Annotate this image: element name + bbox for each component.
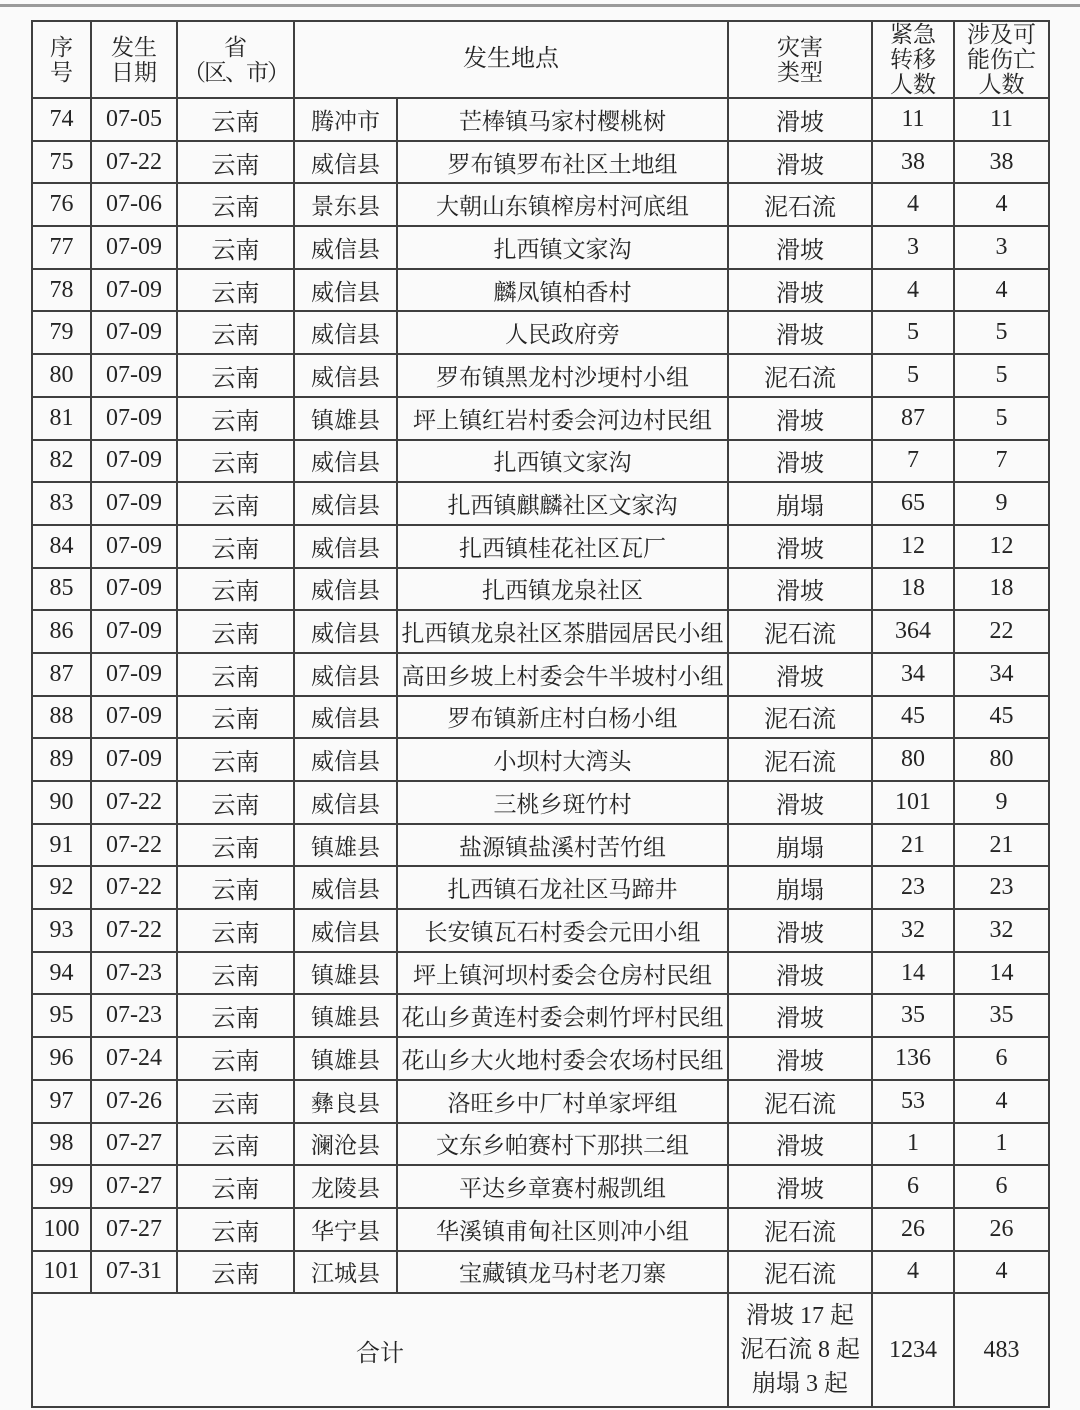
cell-type: 泥石流 [728, 1080, 872, 1123]
cell-casualties: 35 [954, 994, 1049, 1037]
cell-no: 101 [32, 1251, 91, 1294]
table-row [32, 1080, 1049, 1123]
cell-type: 滑坡 [728, 1037, 872, 1080]
cell-casualties: 18 [954, 568, 1049, 611]
cell-date: 07-09 [91, 311, 177, 354]
cell-province: 云南 [177, 738, 294, 781]
cell-date: 07-27 [91, 1123, 177, 1166]
cell-type: 滑坡 [728, 909, 872, 952]
cell-no: 81 [32, 397, 91, 440]
cell-type: 滑坡 [728, 98, 872, 141]
cell-type: 滑坡 [728, 653, 872, 696]
cell-transferred: 32 [872, 909, 954, 952]
table-row [32, 1165, 1049, 1208]
cell-province: 云南 [177, 610, 294, 653]
cell-transferred: 11 [872, 98, 954, 141]
cell-casualties: 23 [954, 866, 1049, 909]
cell-transferred: 4 [872, 269, 954, 312]
table-row [32, 440, 1049, 483]
cell-no: 94 [32, 952, 91, 995]
table-row [32, 525, 1049, 568]
cell-no: 79 [32, 311, 91, 354]
cell-casualties: 22 [954, 610, 1049, 653]
header-row [32, 21, 1049, 98]
cell-county: 威信县 [294, 440, 397, 483]
cell-transferred: 34 [872, 653, 954, 696]
cell-no: 91 [32, 824, 91, 867]
cell-type: 滑坡 [728, 1165, 872, 1208]
cell-county: 威信县 [294, 311, 397, 354]
cell-location: 文东乡帕赛村下那拱二组 [397, 1123, 728, 1166]
cell-date: 07-22 [91, 141, 177, 184]
table-row [32, 98, 1049, 141]
cell-province: 云南 [177, 1037, 294, 1080]
cell-transferred: 35 [872, 994, 954, 1037]
header-line: 灾害 [777, 34, 823, 60]
cell-type: 泥石流 [728, 1251, 872, 1294]
cell-date: 07-27 [91, 1165, 177, 1208]
cell-transferred: 80 [872, 738, 954, 781]
cell-type: 滑坡 [728, 781, 872, 824]
cell-county: 镇雄县 [294, 952, 397, 995]
cell-province: 云南 [177, 568, 294, 611]
cell-no: 88 [32, 696, 91, 739]
cell-casualties: 32 [954, 909, 1049, 952]
cell-transferred: 18 [872, 568, 954, 611]
cell-county: 威信县 [294, 269, 397, 312]
cell-province: 云南 [177, 824, 294, 867]
cell-type: 滑坡 [728, 1123, 872, 1166]
header-line: 发生 [111, 34, 157, 60]
cell-casualties: 38 [954, 141, 1049, 184]
table-row [32, 653, 1049, 696]
cell-county: 镇雄县 [294, 824, 397, 867]
cell-date: 07-09 [91, 482, 177, 525]
cell-no: 89 [32, 738, 91, 781]
cell-no: 74 [32, 98, 91, 141]
total-casualties-cell: 483 [954, 1293, 1049, 1407]
cell-date: 07-06 [91, 183, 177, 226]
cell-province: 云南 [177, 781, 294, 824]
cell-date: 07-22 [91, 866, 177, 909]
cell-county: 威信县 [294, 781, 397, 824]
header-line: 省 [224, 34, 247, 60]
cell-no: 78 [32, 269, 91, 312]
table-row [32, 610, 1049, 653]
table-row [32, 1037, 1049, 1080]
cell-county: 镇雄县 [294, 1037, 397, 1080]
cell-casualties: 11 [954, 98, 1049, 141]
cell-no: 83 [32, 482, 91, 525]
table-footer [32, 1293, 1049, 1407]
cell-casualties: 9 [954, 482, 1049, 525]
cell-transferred: 5 [872, 354, 954, 397]
table-body [32, 98, 1049, 1293]
cell-county: 威信县 [294, 653, 397, 696]
cell-location: 罗布镇黑龙村沙埂村小组 [397, 354, 728, 397]
cell-casualties: 9 [954, 781, 1049, 824]
cell-no: 98 [32, 1123, 91, 1166]
cell-transferred: 87 [872, 397, 954, 440]
cell-county: 腾冲市 [294, 98, 397, 141]
cell-no: 92 [32, 866, 91, 909]
total-transferred-cell: 1234 [872, 1293, 954, 1407]
cell-location: 坪上镇红岩村委会河边村民组 [397, 397, 728, 440]
cell-province: 云南 [177, 354, 294, 397]
cell-casualties: 21 [954, 824, 1049, 867]
cell-county: 威信县 [294, 909, 397, 952]
cell-casualties: 5 [954, 311, 1049, 354]
cell-location: 麟凤镇柏香村 [397, 269, 728, 312]
cell-county: 威信县 [294, 226, 397, 269]
cell-county: 威信县 [294, 525, 397, 568]
cell-province: 云南 [177, 952, 294, 995]
cell-type: 泥石流 [728, 610, 872, 653]
cell-no: 82 [32, 440, 91, 483]
disaster-table [31, 20, 1050, 1408]
cell-casualties: 14 [954, 952, 1049, 995]
cell-province: 云南 [177, 1251, 294, 1294]
cell-date: 07-09 [91, 269, 177, 312]
cell-type: 崩塌 [728, 866, 872, 909]
cell-date: 07-09 [91, 440, 177, 483]
cell-location: 洛旺乡中厂村单家坪组 [397, 1080, 728, 1123]
table-row [32, 738, 1049, 781]
total-label-cell: 合计 [32, 1293, 728, 1407]
cell-county: 景东县 [294, 183, 397, 226]
cell-location: 宝藏镇龙马村老刀寨 [397, 1251, 728, 1294]
cell-no: 80 [32, 354, 91, 397]
table-row [32, 909, 1049, 952]
cell-type: 泥石流 [728, 696, 872, 739]
cell-province: 云南 [177, 311, 294, 354]
cell-type: 滑坡 [728, 311, 872, 354]
cell-location: 芒棒镇马家村樱桃树 [397, 98, 728, 141]
cell-province: 云南 [177, 226, 294, 269]
cell-location: 三桃乡斑竹村 [397, 781, 728, 824]
header-line: 序 [50, 34, 73, 60]
cell-casualties: 6 [954, 1037, 1049, 1080]
cell-date: 07-09 [91, 568, 177, 611]
cell-no: 76 [32, 183, 91, 226]
cell-type: 泥石流 [728, 738, 872, 781]
cell-date: 07-09 [91, 525, 177, 568]
cell-date: 07-22 [91, 824, 177, 867]
header-line: 转移 [890, 47, 936, 72]
cell-county: 威信县 [294, 696, 397, 739]
cell-location: 坪上镇河坝村委会仓房村民组 [397, 952, 728, 995]
cell-type: 滑坡 [728, 568, 872, 611]
cell-location: 长安镇瓦石村委会元田小组 [397, 909, 728, 952]
header-province [177, 21, 294, 98]
cell-transferred: 26 [872, 1208, 954, 1251]
header-line: 涉及可 [967, 22, 1036, 47]
cell-province: 云南 [177, 1080, 294, 1123]
cell-transferred: 45 [872, 696, 954, 739]
cell-province: 云南 [177, 1123, 294, 1166]
cell-date: 07-09 [91, 397, 177, 440]
cell-date: 07-09 [91, 696, 177, 739]
cell-transferred: 364 [872, 610, 954, 653]
cell-no: 93 [32, 909, 91, 952]
table-row [32, 866, 1049, 909]
cell-type: 滑坡 [728, 141, 872, 184]
cell-no: 100 [32, 1208, 91, 1251]
cell-transferred: 101 [872, 781, 954, 824]
cell-province: 云南 [177, 141, 294, 184]
table-row [32, 141, 1049, 184]
table-row [32, 824, 1049, 867]
cell-county: 镇雄县 [294, 397, 397, 440]
header-line: 紧急 [890, 22, 936, 47]
cell-province: 云南 [177, 440, 294, 483]
cell-no: 97 [32, 1080, 91, 1123]
cell-type: 泥石流 [728, 1208, 872, 1251]
cell-transferred: 6 [872, 1165, 954, 1208]
table-row [32, 952, 1049, 995]
cell-type: 滑坡 [728, 525, 872, 568]
cell-casualties: 45 [954, 696, 1049, 739]
cell-date: 07-09 [91, 354, 177, 397]
cell-transferred: 53 [872, 1080, 954, 1123]
cell-type: 滑坡 [728, 952, 872, 995]
cell-date: 07-23 [91, 994, 177, 1037]
table-row [32, 482, 1049, 525]
header-serial-number [32, 21, 91, 98]
cell-transferred: 14 [872, 952, 954, 995]
cell-location: 盐源镇盐溪村苦竹组 [397, 824, 728, 867]
cell-type: 滑坡 [728, 226, 872, 269]
cell-transferred: 1 [872, 1123, 954, 1166]
cell-casualties: 26 [954, 1208, 1049, 1251]
cell-county: 彝良县 [294, 1080, 397, 1123]
cell-no: 77 [32, 226, 91, 269]
cell-province: 云南 [177, 98, 294, 141]
cell-casualties: 7 [954, 440, 1049, 483]
cell-type: 泥石流 [728, 354, 872, 397]
header-line: 日期 [111, 59, 157, 85]
table-row [32, 696, 1049, 739]
cell-location: 扎西镇麒麟社区文家沟 [397, 482, 728, 525]
table-row [32, 311, 1049, 354]
cell-province: 云南 [177, 994, 294, 1037]
cell-type: 滑坡 [728, 397, 872, 440]
cell-no: 96 [32, 1037, 91, 1080]
cell-location: 扎西镇桂花社区瓦厂 [397, 525, 728, 568]
cell-location: 花山乡黄连村委会刺竹坪村民组 [397, 994, 728, 1037]
cell-no: 90 [32, 781, 91, 824]
cell-province: 云南 [177, 482, 294, 525]
header-line: 发生地点 [463, 46, 559, 72]
cell-no: 75 [32, 141, 91, 184]
cell-casualties: 3 [954, 226, 1049, 269]
cell-county: 威信县 [294, 354, 397, 397]
cell-county: 威信县 [294, 568, 397, 611]
cell-county: 威信县 [294, 141, 397, 184]
cell-type: 滑坡 [728, 269, 872, 312]
table-row [32, 226, 1049, 269]
cell-location: 高田乡坡上村委会牛半坡村小组 [397, 653, 728, 696]
cell-no: 86 [32, 610, 91, 653]
cell-casualties: 12 [954, 525, 1049, 568]
header-line: （区、市） [183, 59, 288, 85]
summary-line: 崩塌 3 起 [752, 1371, 848, 1398]
cell-date: 07-22 [91, 781, 177, 824]
cell-location: 罗布镇罗布社区土地组 [397, 141, 728, 184]
cropped-top-rule [0, 4, 1080, 7]
cell-casualties: 4 [954, 1251, 1049, 1294]
header-line: 人数 [890, 72, 936, 97]
cell-type: 崩塌 [728, 824, 872, 867]
total-type-summary-cell [728, 1293, 872, 1407]
cell-province: 云南 [177, 397, 294, 440]
cell-province: 云南 [177, 183, 294, 226]
table-row [32, 397, 1049, 440]
cell-transferred: 65 [872, 482, 954, 525]
cell-location: 扎西镇龙泉社区 [397, 568, 728, 611]
cell-county: 威信县 [294, 866, 397, 909]
cell-location: 扎西镇龙泉社区茶腊园居民小组 [397, 610, 728, 653]
cell-type: 崩塌 [728, 482, 872, 525]
cell-no: 95 [32, 994, 91, 1037]
cell-casualties: 4 [954, 183, 1049, 226]
cell-location: 扎西镇文家沟 [397, 226, 728, 269]
table-row [32, 269, 1049, 312]
cell-date: 07-09 [91, 738, 177, 781]
header-location [294, 21, 728, 98]
table-row [32, 354, 1049, 397]
cell-county: 华宁县 [294, 1208, 397, 1251]
cell-transferred: 4 [872, 183, 954, 226]
cell-location: 罗布镇新庄村白杨小组 [397, 696, 728, 739]
total-row [32, 1293, 1049, 1407]
cell-county: 威信县 [294, 482, 397, 525]
table-row [32, 1251, 1049, 1294]
cell-date: 07-05 [91, 98, 177, 141]
header-date [91, 21, 177, 98]
table-row [32, 1208, 1049, 1251]
cell-transferred: 38 [872, 141, 954, 184]
cell-province: 云南 [177, 653, 294, 696]
cell-casualties: 4 [954, 1080, 1049, 1123]
cell-no: 99 [32, 1165, 91, 1208]
header-line: 类型 [777, 59, 823, 85]
cell-date: 07-09 [91, 653, 177, 696]
header-casualties [954, 21, 1049, 98]
cell-county: 龙陵县 [294, 1165, 397, 1208]
cell-province: 云南 [177, 909, 294, 952]
table-row [32, 781, 1049, 824]
cell-transferred: 7 [872, 440, 954, 483]
cell-casualties: 34 [954, 653, 1049, 696]
cell-date: 07-23 [91, 952, 177, 995]
header-transferred [872, 21, 954, 98]
cell-date: 07-09 [91, 610, 177, 653]
cell-county: 江城县 [294, 1251, 397, 1294]
header-line: 能伤亡 [967, 47, 1036, 72]
cell-type: 泥石流 [728, 183, 872, 226]
cell-county: 威信县 [294, 738, 397, 781]
cell-casualties: 1 [954, 1123, 1049, 1166]
cell-transferred: 5 [872, 311, 954, 354]
cell-date: 07-22 [91, 909, 177, 952]
table-row [32, 568, 1049, 611]
cell-province: 云南 [177, 269, 294, 312]
cell-no: 85 [32, 568, 91, 611]
cell-location: 小坝村大湾头 [397, 738, 728, 781]
cell-province: 云南 [177, 866, 294, 909]
cell-casualties: 5 [954, 354, 1049, 397]
cell-location: 扎西镇文家沟 [397, 440, 728, 483]
cell-county: 澜沧县 [294, 1123, 397, 1166]
cell-date: 07-26 [91, 1080, 177, 1123]
summary-line: 滑坡 17 起 [746, 1303, 854, 1330]
cell-province: 云南 [177, 696, 294, 739]
cell-casualties: 80 [954, 738, 1049, 781]
cell-transferred: 21 [872, 824, 954, 867]
cell-no: 87 [32, 653, 91, 696]
cell-date: 07-09 [91, 226, 177, 269]
cell-county: 威信县 [294, 610, 397, 653]
cell-transferred: 136 [872, 1037, 954, 1080]
cell-date: 07-24 [91, 1037, 177, 1080]
table-row [32, 1123, 1049, 1166]
cell-type: 滑坡 [728, 440, 872, 483]
cell-location: 花山乡大火地村委会农场村民组 [397, 1037, 728, 1080]
cell-location: 人民政府旁 [397, 311, 728, 354]
table-row [32, 994, 1049, 1037]
cell-date: 07-31 [91, 1251, 177, 1294]
cell-province: 云南 [177, 525, 294, 568]
cell-province: 云南 [177, 1165, 294, 1208]
header-line: 号 [50, 59, 73, 85]
table-header [32, 21, 1049, 98]
cell-county: 镇雄县 [294, 994, 397, 1037]
summary-line: 泥石流 8 起 [740, 1337, 860, 1364]
cell-transferred: 23 [872, 866, 954, 909]
cell-location: 大朝山东镇榨房村河底组 [397, 183, 728, 226]
cell-no: 84 [32, 525, 91, 568]
cell-casualties: 5 [954, 397, 1049, 440]
header-disaster-type [728, 21, 872, 98]
cell-casualties: 6 [954, 1165, 1049, 1208]
cell-transferred: 4 [872, 1251, 954, 1294]
cell-transferred: 3 [872, 226, 954, 269]
cell-location: 华溪镇甫甸社区则冲小组 [397, 1208, 728, 1251]
cell-location: 扎西镇石龙社区马蹄井 [397, 866, 728, 909]
cell-transferred: 12 [872, 525, 954, 568]
cell-location: 平达乡章赛村赧凯组 [397, 1165, 728, 1208]
cell-type: 滑坡 [728, 994, 872, 1037]
header-line: 人数 [978, 72, 1025, 97]
cell-casualties: 4 [954, 269, 1049, 312]
table-row [32, 183, 1049, 226]
cell-date: 07-27 [91, 1208, 177, 1251]
cell-province: 云南 [177, 1208, 294, 1251]
